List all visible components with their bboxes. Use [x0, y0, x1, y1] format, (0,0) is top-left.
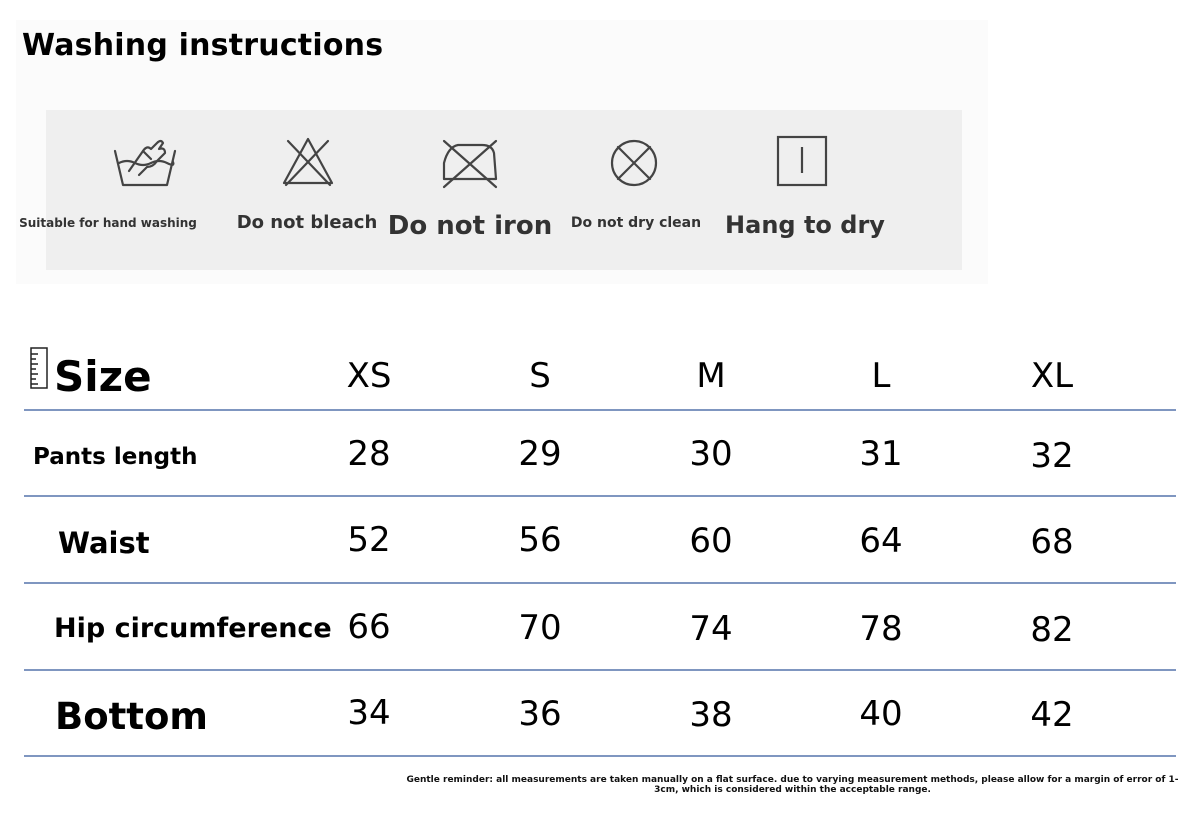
table-divider [24, 582, 1176, 584]
table-cell: 28 [347, 434, 391, 474]
column-header-l: L [871, 356, 891, 396]
table-cell: 60 [689, 521, 733, 561]
ruler-icon [30, 347, 48, 389]
table-cell: 29 [518, 434, 562, 474]
care-label-hand-wash: Suitable for hand washing [19, 216, 197, 230]
table-cell: 36 [518, 694, 562, 734]
no-dry-clean-icon [602, 133, 666, 193]
size-header: Size [54, 352, 152, 401]
table-divider [24, 669, 1176, 671]
gentle-reminder: Gentle reminder: all measurements are taken manually on a flat surface. due to varying measurement methods, please allow for a margin of error of 1-3cm, which is considered within the acceptable range. [406, 775, 1179, 795]
table-cell: 34 [347, 693, 391, 733]
table-cell: 68 [1030, 522, 1074, 562]
table-cell: 52 [347, 520, 391, 560]
table-cell: 64 [859, 521, 903, 561]
row-label-pants-length: Pants length [33, 444, 198, 470]
care-label-no-bleach: Do not bleach [236, 212, 378, 233]
hand-wash-icon [113, 133, 177, 193]
table-divider [24, 495, 1176, 497]
table-divider [24, 755, 1176, 757]
table-cell: 32 [1030, 436, 1074, 476]
care-label-no-dry-clean: Do not dry clean [570, 215, 702, 231]
table-cell: 66 [347, 607, 391, 647]
table-cell: 30 [689, 434, 733, 474]
no-bleach-icon [276, 133, 340, 193]
hang-dry-icon [770, 133, 834, 193]
column-header-xs: XS [346, 356, 392, 396]
washing-title: Washing instructions [22, 28, 384, 63]
row-label-hip-circumference: Hip circumference [54, 613, 332, 644]
table-cell: 40 [859, 694, 903, 734]
no-iron-icon [438, 133, 502, 193]
row-label-bottom: Bottom [55, 695, 208, 738]
table-cell: 70 [518, 608, 562, 648]
table-cell: 78 [859, 609, 903, 649]
table-cell: 31 [859, 434, 903, 474]
column-header-m: M [696, 356, 726, 396]
table-cell: 74 [689, 609, 733, 649]
table-divider [24, 409, 1176, 411]
column-header-s: S [529, 356, 551, 396]
table-cell: 82 [1030, 610, 1074, 650]
care-label-hang-dry: Hang to dry [725, 211, 885, 239]
table-cell: 56 [518, 520, 562, 560]
row-label-waist: Waist [58, 526, 150, 560]
table-cell: 38 [689, 695, 733, 735]
table-cell: 42 [1030, 695, 1074, 735]
care-label-no-iron: Do not iron [387, 211, 553, 241]
column-header-xl: XL [1030, 356, 1074, 396]
